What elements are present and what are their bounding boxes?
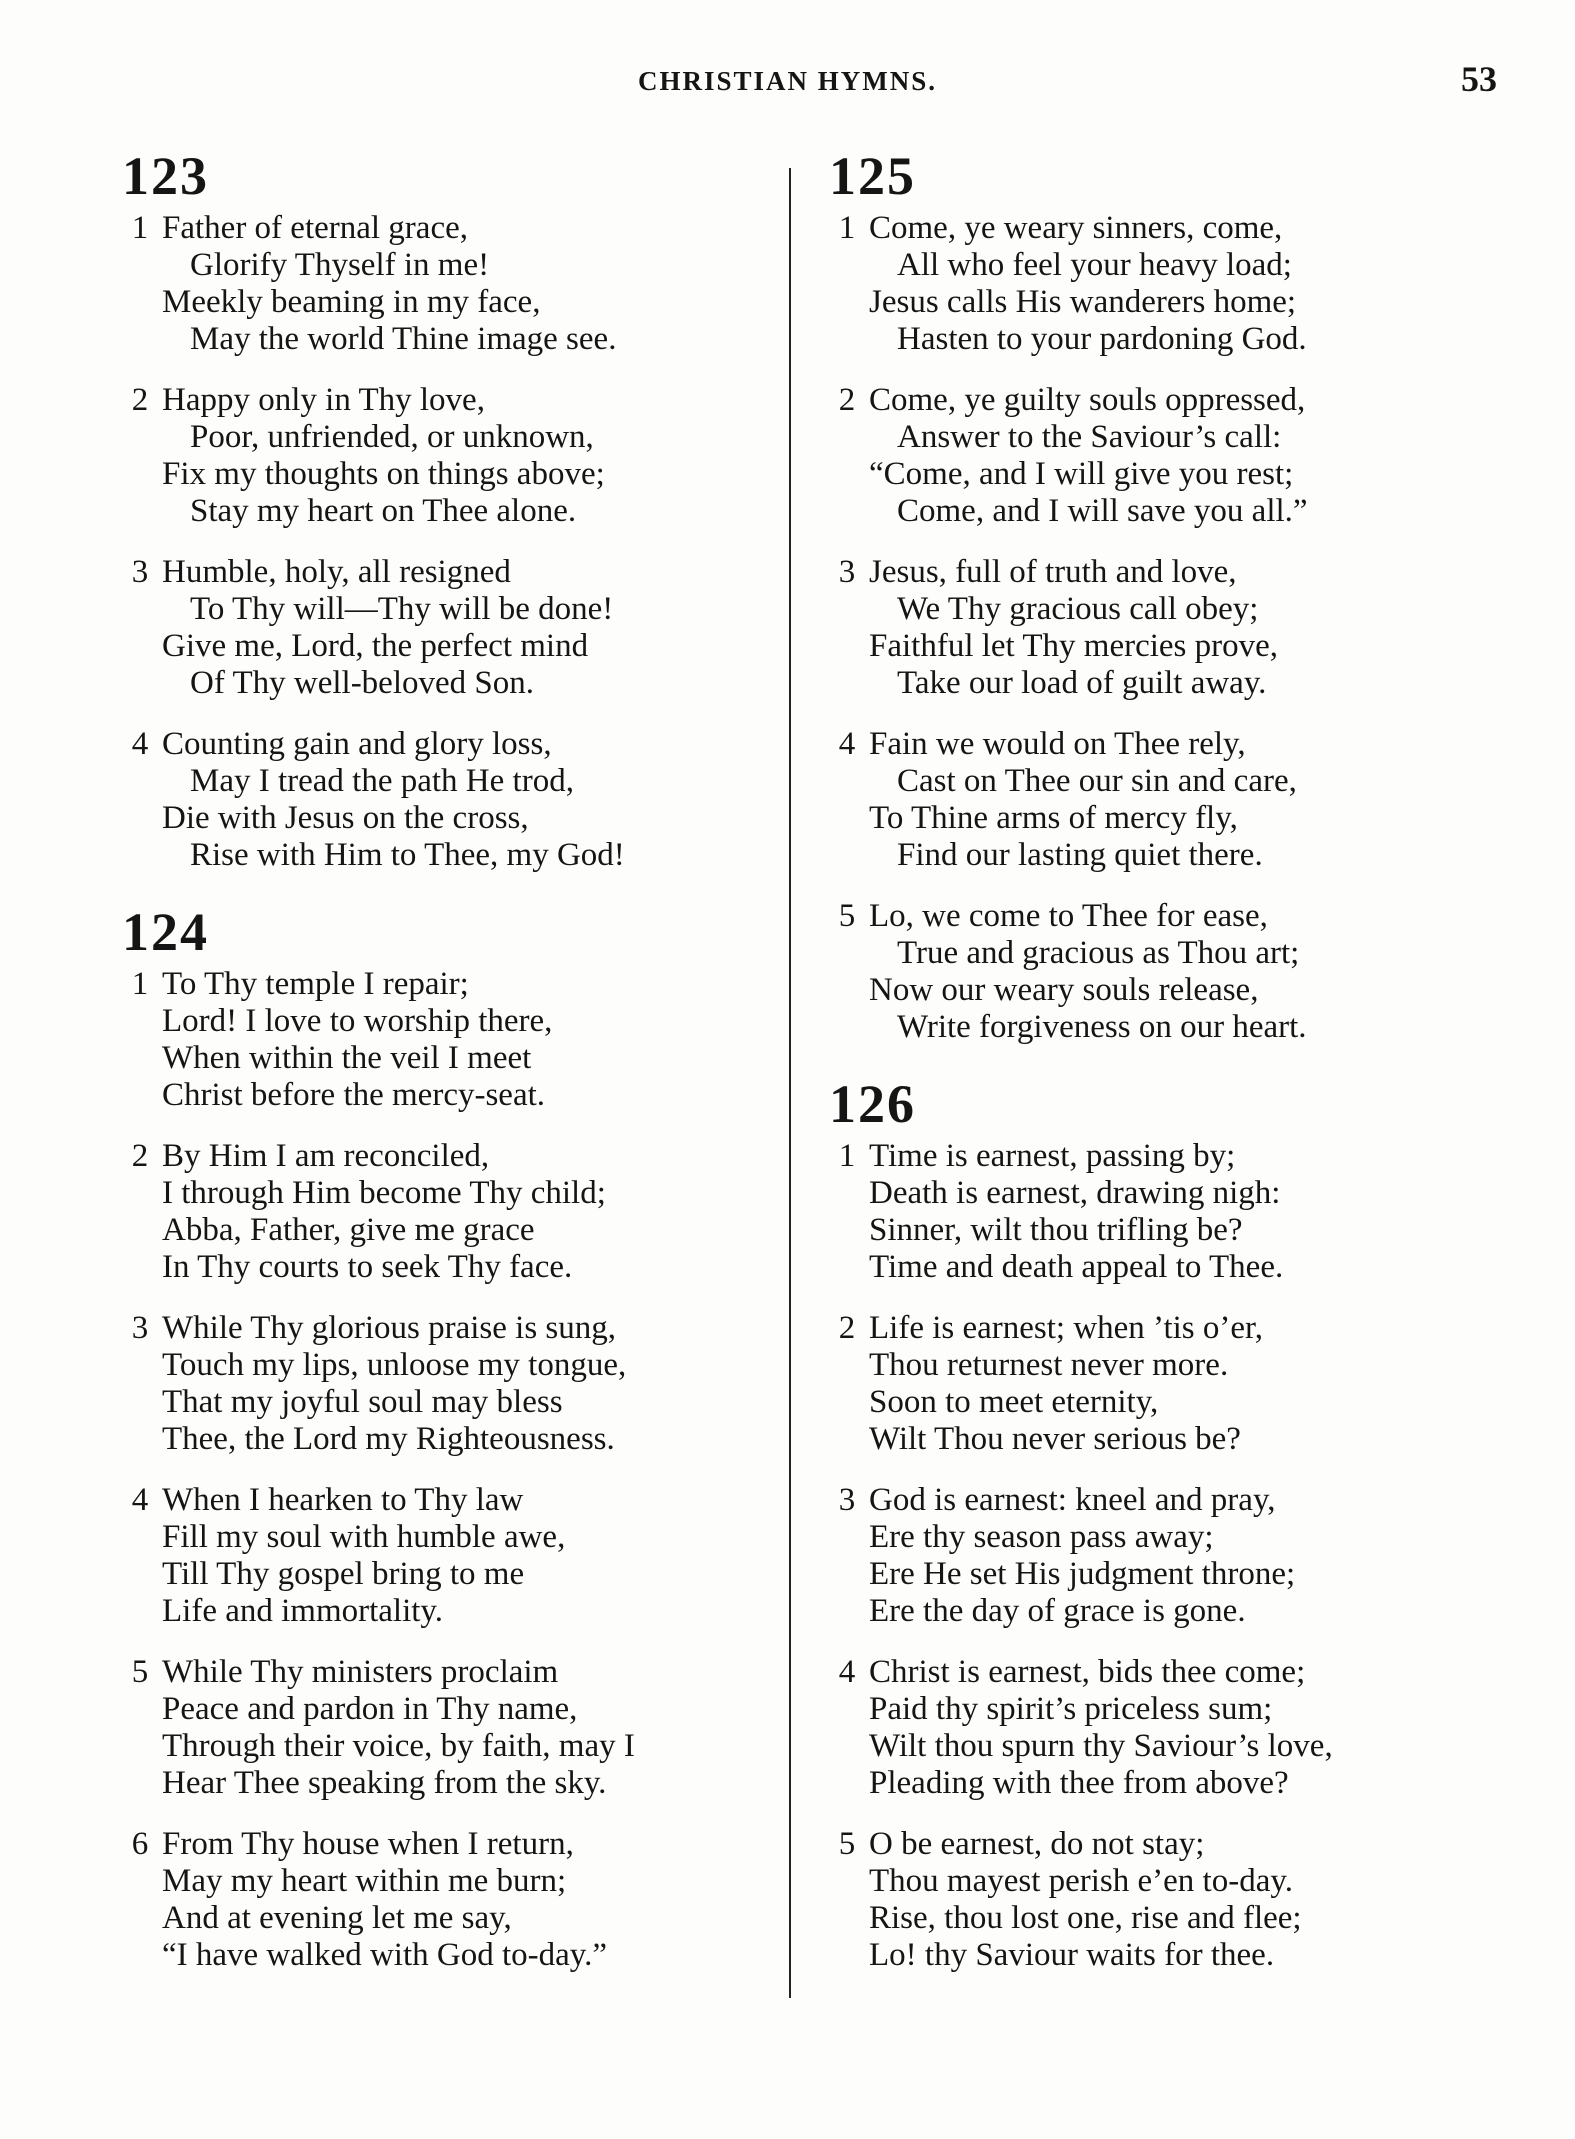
verse-line	[118, 966, 788, 1003]
verse-line	[825, 554, 1495, 591]
verse-line	[118, 1654, 788, 1691]
verse-line-text: Ere the day of grace is gone.	[869, 1593, 1246, 1629]
verse-line-text: Till Thy gospel bring to me	[162, 1556, 525, 1592]
verse-line	[825, 1937, 1495, 1974]
verse	[825, 1310, 1495, 1458]
hymn-number: 125	[829, 146, 916, 206]
verse-line-text: Find our lasting quiet there.	[897, 837, 1263, 873]
verse-line	[825, 321, 1495, 358]
verse-number: 4	[131, 1482, 149, 1518]
verse-line-text: Sinner, wilt thou trifling be?	[869, 1212, 1243, 1248]
verse	[825, 210, 1495, 358]
verse-line	[825, 1593, 1495, 1630]
verse-line-text: Touch my lips, unloose my tongue,	[162, 1347, 627, 1383]
verse-number: 2	[838, 382, 856, 418]
verse-line	[118, 1765, 788, 1802]
verse-line	[825, 1482, 1495, 1519]
verse-line	[118, 321, 788, 358]
verse-line-text: May my heart within me burn;	[162, 1863, 567, 1899]
verse-line-text: While Thy ministers proclaim	[162, 1654, 559, 1690]
verse-line-text: All who feel your heavy load;	[897, 247, 1292, 283]
verse-line-text: And at evening let me say,	[162, 1900, 512, 1936]
verse-line	[118, 1728, 788, 1765]
verse	[118, 966, 788, 1114]
verse-line-text: In Thy courts to seek Thy face.	[162, 1249, 573, 1285]
verse-number: 3	[838, 554, 856, 590]
verse-number: 1	[131, 966, 149, 1002]
verse-line	[118, 1863, 788, 1900]
verse-line-text: Jesus calls His wanderers home;	[869, 284, 1297, 320]
verse	[118, 1654, 788, 1802]
verse-line-text: Fill my soul with humble awe,	[162, 1519, 566, 1555]
verse-line-text: Peace and pardon in Thy name,	[162, 1691, 578, 1727]
verse-line-text: Lord! I love to worship there,	[162, 1003, 553, 1039]
verse	[825, 1654, 1495, 1802]
verse-line-text: Life and immortality.	[162, 1593, 444, 1629]
verse-line-text: Ere He set His judgment throne;	[869, 1556, 1296, 1592]
verse-number: 4	[131, 726, 149, 762]
verse-line	[825, 1175, 1495, 1212]
verse-line-text: Death is earnest, drawing nigh:	[869, 1175, 1281, 1211]
verse	[118, 1310, 788, 1458]
verse-line-text: Wilt thou spurn thy Saviour’s love,	[869, 1728, 1333, 1764]
verse-line-text: Counting gain and glory loss,	[162, 726, 552, 762]
verse-line	[825, 726, 1495, 763]
verse-number: 2	[131, 1138, 149, 1174]
verse	[118, 1138, 788, 1286]
verse-line	[118, 284, 788, 321]
verse-line	[118, 1593, 788, 1630]
verse-line	[825, 1863, 1495, 1900]
verse-line	[118, 1556, 788, 1593]
verse-line	[825, 1765, 1495, 1802]
verse-line-text: When I hearken to Thy law	[162, 1482, 524, 1518]
verse-line	[118, 210, 788, 247]
verse-number: 6	[131, 1826, 149, 1862]
verse-line-text: May I tread the path He trod,	[190, 763, 574, 799]
verse-line	[825, 665, 1495, 702]
verse-line-text: O be earnest, do not stay;	[869, 1826, 1205, 1862]
hymn-number: 123	[122, 146, 209, 206]
verse-line	[825, 591, 1495, 628]
verse-line	[118, 1347, 788, 1384]
verse-number: 1	[838, 210, 856, 246]
verse-line	[825, 1900, 1495, 1937]
verse-line-text: Through their voice, by faith, may I	[162, 1728, 635, 1764]
verse-number: 5	[131, 1654, 149, 1690]
verse-line	[825, 1138, 1495, 1175]
verse-line-text: Come, ye weary sinners, come,	[869, 210, 1283, 246]
verse-number: 4	[838, 726, 856, 762]
verse-line	[825, 1519, 1495, 1556]
verse-line	[118, 382, 788, 419]
verse-line	[825, 898, 1495, 935]
verse	[825, 1138, 1495, 1286]
verse-number: 3	[131, 1310, 149, 1346]
verse-line-text: Christ is earnest, bids thee come;	[869, 1654, 1306, 1690]
verse-line-text: While Thy glorious praise is sung,	[162, 1310, 617, 1346]
verse-line-text: Soon to meet eternity,	[869, 1384, 1159, 1420]
verse-line	[825, 837, 1495, 874]
verse-line	[118, 456, 788, 493]
verse-line	[118, 1826, 788, 1863]
verse-line-text: May the world Thine image see.	[190, 321, 617, 357]
verse-line-text: “I have walked with God to-day.”	[162, 1937, 608, 1973]
verse-number: 2	[838, 1310, 856, 1346]
verse-line	[825, 1347, 1495, 1384]
verse-line-text: Come, and I will save you all.”	[897, 493, 1308, 529]
verse-line-text: Die with Jesus on the cross,	[162, 800, 529, 836]
verse-line	[118, 1175, 788, 1212]
verse-line-text: Write forgiveness on our heart.	[897, 1009, 1307, 1045]
verse-line-text: We Thy gracious call obey;	[897, 591, 1259, 627]
verse-line	[825, 1212, 1495, 1249]
verse	[118, 726, 788, 874]
verse-line-text: Of Thy well-beloved Son.	[190, 665, 535, 701]
verse-line	[825, 1249, 1495, 1286]
verse-line	[825, 382, 1495, 419]
verse-line	[118, 837, 788, 874]
verse-line-text: Meekly beaming in my face,	[162, 284, 541, 320]
verse-line-text: Wilt Thou never serious be?	[869, 1421, 1241, 1457]
verse-line	[825, 1654, 1495, 1691]
verse-line-text: Thee, the Lord my Righteousness.	[162, 1421, 615, 1457]
verse-line-text: Rise with Him to Thee, my God!	[190, 837, 625, 873]
verse	[825, 726, 1495, 874]
verse-line	[118, 1519, 788, 1556]
verse-line	[118, 1310, 788, 1347]
verse-line	[825, 284, 1495, 321]
hymn-number: 124	[122, 902, 209, 962]
verse-line	[118, 591, 788, 628]
verse	[825, 898, 1495, 1046]
verse-line	[118, 1040, 788, 1077]
running-header-title: CHRISTIAN HYMNS.	[637, 66, 938, 96]
verse-line	[825, 763, 1495, 800]
verse-line	[118, 1077, 788, 1114]
verse-line-text: Time is earnest, passing by;	[869, 1138, 1236, 1174]
verse-line	[118, 726, 788, 763]
verse	[825, 1482, 1495, 1630]
verse-number: 1	[131, 210, 149, 246]
verse	[118, 1482, 788, 1630]
verse-line-text: Stay my heart on Thee alone.	[190, 493, 577, 529]
verse-line-text: To Thy temple I repair;	[162, 966, 469, 1002]
verse-line-text: Now our weary souls release,	[869, 972, 1259, 1008]
verse	[825, 1826, 1495, 1974]
hymn	[118, 904, 788, 1974]
verse-line-text: True and gracious as Thou art;	[897, 935, 1300, 971]
verse-line-text: Take our load of guilt away.	[897, 665, 1267, 701]
verse-line	[118, 800, 788, 837]
verse-line	[825, 1384, 1495, 1421]
verse-line-text: When within the veil I meet	[162, 1040, 532, 1076]
verse-line	[825, 419, 1495, 456]
verse-number: 3	[838, 1482, 856, 1518]
verse-line	[118, 1138, 788, 1175]
verse-line-text: Lo, we come to Thee for ease,	[869, 898, 1268, 934]
verse	[118, 1826, 788, 1974]
verse-line-text: To Thy will—Thy will be done!	[190, 591, 614, 627]
verse-line-text: Faithful let Thy mercies prove,	[869, 628, 1279, 664]
verse-line-text: Hasten to your pardoning God.	[897, 321, 1307, 357]
verse-line-text: Cast on Thee our sin and care,	[897, 763, 1297, 799]
column-divider	[789, 168, 791, 1998]
verse-line-text: Ere thy season pass away;	[869, 1519, 1214, 1555]
verse-line-text: Rise, thou lost one, rise and flee;	[869, 1900, 1302, 1936]
verse-line	[825, 972, 1495, 1009]
verse-line	[825, 1009, 1495, 1046]
verse-line	[118, 628, 788, 665]
verse-line	[825, 210, 1495, 247]
verse-line-text: Lo! thy Saviour waits for thee.	[869, 1937, 1275, 1973]
verse-line	[825, 800, 1495, 837]
verse-line-text: Christ before the mercy-seat.	[162, 1077, 546, 1113]
verse-line-text: Thou returnest never more.	[869, 1347, 1229, 1383]
verse-line-text: Life is earnest; when ’tis o’er,	[869, 1310, 1263, 1346]
verse-line	[825, 935, 1495, 972]
verse-line-text: Abba, Father, give me grace	[162, 1212, 535, 1248]
verse-line-text: Answer to the Saviour’s call:	[897, 419, 1282, 455]
verse-line	[825, 1310, 1495, 1347]
verse-number: 5	[838, 1826, 856, 1862]
verse-line	[825, 1728, 1495, 1765]
verse-line-text: Give me, Lord, the perfect mind	[162, 628, 589, 664]
verse-number: 2	[131, 382, 149, 418]
verse-line	[118, 1421, 788, 1458]
verse-number: 1	[838, 1138, 856, 1174]
verse-line-text: Time and death appeal to Thee.	[869, 1249, 1284, 1285]
verse	[825, 382, 1495, 530]
verse-line	[118, 665, 788, 702]
verse-line-text: God is earnest: kneel and pray,	[869, 1482, 1276, 1518]
verse-number: 4	[838, 1654, 856, 1690]
verse-line	[118, 1900, 788, 1937]
verse	[118, 210, 788, 358]
verse-line	[118, 247, 788, 284]
verse-line-text: Come, ye guilty souls oppressed,	[869, 382, 1306, 418]
verse-line	[825, 1691, 1495, 1728]
verse-line	[118, 1384, 788, 1421]
verse-line	[825, 1826, 1495, 1863]
verse-number: 5	[838, 898, 856, 934]
verse	[118, 382, 788, 530]
verse-line-text: Humble, holy, all resigned	[162, 554, 511, 590]
verse	[118, 554, 788, 702]
verse-line-text: Poor, unfriended, or unknown,	[190, 419, 594, 455]
verse	[825, 554, 1495, 702]
verse-line	[825, 456, 1495, 493]
verse-number: 3	[131, 554, 149, 590]
verse-line-text: By Him I am reconciled,	[162, 1138, 490, 1174]
verse-line-text: “Come, and I will give you rest;	[869, 456, 1294, 492]
verse-line	[118, 763, 788, 800]
verse-line-text: Pleading with thee from above?	[869, 1765, 1289, 1801]
verse-line	[118, 1482, 788, 1519]
hymn	[825, 1076, 1495, 1974]
verse-line	[118, 1691, 788, 1728]
verse-line-text: To Thine arms of mercy fly,	[869, 800, 1238, 836]
hymn	[825, 148, 1495, 1046]
hymn-number: 126	[829, 1074, 916, 1134]
verse-line-text: Happy only in Thy love,	[162, 382, 485, 418]
verse-line-text: Paid thy spirit’s priceless sum;	[869, 1691, 1273, 1727]
page-number: 53	[1461, 59, 1497, 99]
verse-line	[118, 1003, 788, 1040]
verse-line-text: I through Him become Thy child;	[162, 1175, 606, 1211]
verse-line-text: From Thy house when I return,	[162, 1826, 574, 1862]
verse-line	[118, 1937, 788, 1974]
verse-line-text: Thou mayest perish e’en to-day.	[869, 1863, 1293, 1899]
verse-line	[118, 1212, 788, 1249]
left-column	[118, 148, 788, 2004]
verse-line-text: Fix my thoughts on things above;	[162, 456, 605, 492]
right-column	[825, 148, 1495, 2004]
verse-line-text: Father of eternal grace,	[162, 210, 468, 246]
verse-line	[825, 628, 1495, 665]
verse-line	[825, 1421, 1495, 1458]
verse-line	[118, 493, 788, 530]
verse-line	[825, 493, 1495, 530]
verse-line	[825, 247, 1495, 284]
verse-line	[825, 1556, 1495, 1593]
verse-line-text: That my joyful soul may bless	[162, 1384, 563, 1420]
verse-line	[118, 554, 788, 591]
verse-line-text: Glorify Thyself in me!	[190, 247, 490, 283]
verse-line	[118, 419, 788, 456]
verse-line-text: Jesus, full of truth and love,	[869, 554, 1237, 590]
verse-line-text: Hear Thee speaking from the sky.	[162, 1765, 607, 1801]
verse-line-text: Fain we would on Thee rely,	[869, 726, 1246, 762]
verse-line	[118, 1249, 788, 1286]
hymn	[118, 148, 788, 874]
